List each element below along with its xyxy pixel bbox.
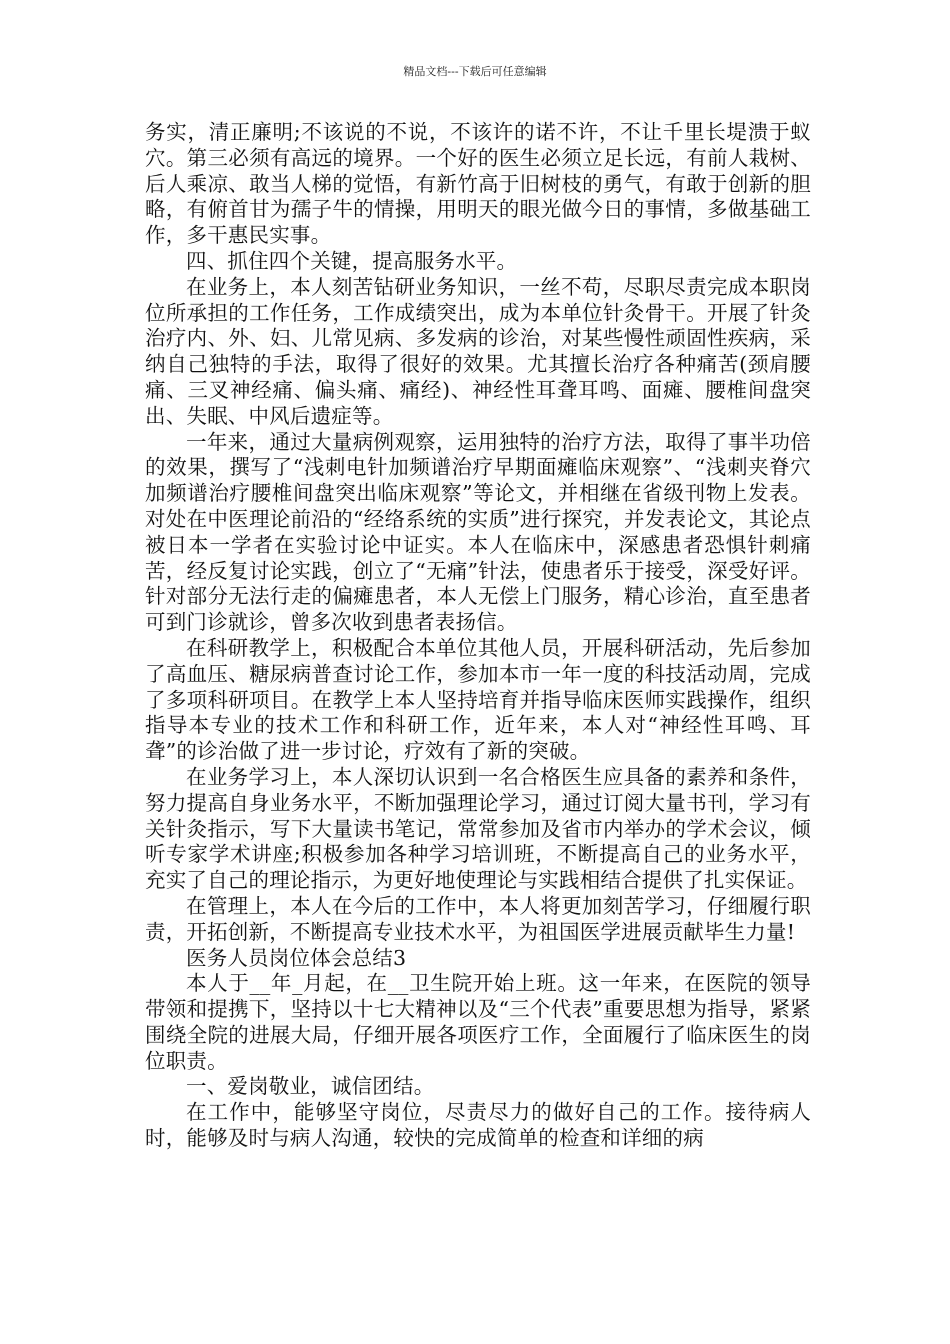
section-heading: 四、抓住四个关键，提高服务水平。 — [186, 248, 518, 273]
section-heading: 一、爱岗敬业，诚信团结。 — [186, 1074, 435, 1099]
paragraph: 一年来，通过大量病例观察，运用独特的治疗方法，取得了事半功倍的效果，撰写了“浅刺电针加频谱治疗早期面瘫临床观察”、“浅刺夹脊穴加频谱治疗腰椎间盘突出临床观察”等论文，并相继在省级刊物上发表。对处在中医理论前沿的“经络系统的实质”进行探究，并发表论文，其论点被日本一学者在实验讨论中证实。本人在临床中，深感患者恐惧针刺痛苦，经反复讨论实践，创立了“无痛”针法，使患者乐于接受，深受好评。针对部分无法行走的偏瘫患者，本人无偿上门服务，精心诊治，直至患者可到门诊就诊，曾多次收到患者表扬信。 — [145, 429, 811, 635]
paragraph: 在工作中，能够坚守岗位，尽责尽力的做好自己的工作。接待病人时，能够及时与病人沟通，较快的完成简单的检查和详细的病 — [145, 1100, 811, 1151]
document-body — [145, 120, 811, 1152]
paragraph: 在业务学习上，本人深切认识到一名合格医生应具备的素养和条件，努力提高自身业务水平，不断加强理论学习，通过订阅大量书刊，学习有关针灸指示，写下大量读书笔记，常常参加及省市内举办的学术会议，倾听专家学术讲座;积极参加各种学习培训班，不断提高自己的业务水平，充实了自己的理论指示，为更好地使理论与实践相结合提供了扎实保证。 — [145, 764, 811, 893]
page-header: 精品文档---下载后可任意编辑 — [403, 65, 547, 78]
paragraph: 在科研教学上，积极配合本单位其他人员，开展科研活动，先后参加了高血压、糖尿病普查讨论工作，参加本市一年一度的科技活动周，完成了多项科研项目。在教学上本人坚持培育并指导临床医师实践操作，组织指导本专业的技术工作和科研工作，近年来，本人对“神经性耳鸣、耳聋”的诊治做了进一步讨论，疗效有了新的突破。 — [145, 635, 811, 764]
paragraph: 本人于__年_月起，在__卫生院开始上班。这一年来，在医院的领导带领和提携下，坚持以十七大精神以及“三个代表”重要思想为指导，紧紧围绕全院的进展大局，仔细开展各项医疗工作，全面履行了临床医生的岗位职责。 — [145, 971, 811, 1073]
paragraph: 在业务上，本人刻苦钻研业务知识，一丝不苟，尽职尽责完成本职岗位所承担的工作任务，工作成绩突出，成为本单位针灸骨干。开展了针灸治疗内、外、妇、儿常见病、多发病的诊治，对某些慢性顽固性疾病，采纳自己独特的手法，取得了很好的效果。尤其擅长治疗各种痛苦(颈肩腰痛、三叉神经痛、偏头痛、痛经)、神经性耳聋耳鸣、面瘫、腰椎间盘突出、失眠、中风后遗症等。 — [145, 274, 811, 428]
paragraph: 在管理上，本人在今后的工作中，本人将更加刻苦学习，仔细履行职责，开拓创新，不断提高专业技术水平，为祖国医学进展贡献毕生力量! — [145, 893, 811, 944]
document-subtitle: 医务人员岗位体会总结3 — [186, 945, 407, 970]
paragraph: 务实，清正廉明;不该说的不说，不该许的诺不许，不让千里长堤溃于蚁穴。第三必须有高远的境界。一个好的医生必须立足长远，有前人栽树、后人乘凉、敢当人梯的觉悟，有新竹高于旧树枝的勇气，有敢于创新的胆略，有俯首甘为孺子牛的情操，用明天的眼光做今日的事情，多做基础工作，多干惠民实事。 — [145, 120, 811, 248]
